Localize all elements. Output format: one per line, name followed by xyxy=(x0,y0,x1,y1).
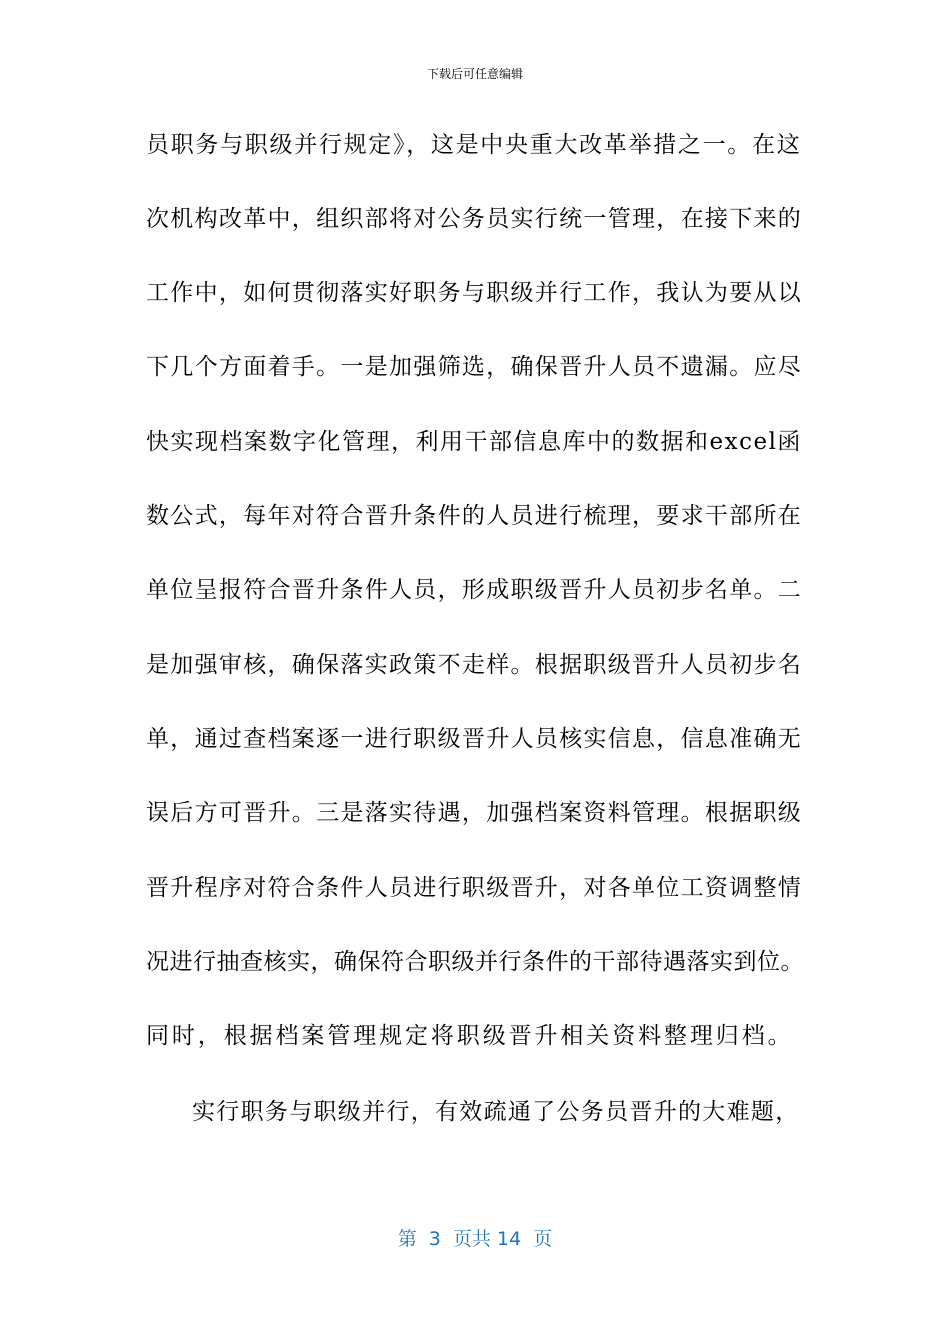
text-line: 员职务与职级并行规定》，这是中央重大改革举措之一。在这 xyxy=(146,132,802,158)
text-line: 误后方可晋升。三是落实待遇，加强档案资料管理。根据职级 xyxy=(146,800,803,826)
page-number xyxy=(0,1227,950,1251)
text-line: 次机构改革中，组织部将对公务员实行统一管理，在接下来的 xyxy=(146,206,803,232)
page-number-text: 第 3 页共 14 页 xyxy=(397,1228,553,1250)
text-line: 同时，根据档案管理规定将职级晋升相关资料整理归档。 xyxy=(146,1023,794,1049)
text-line: 况进行抽查核实，确保符合职级并行条件的干部待遇落实到位。 xyxy=(146,949,804,975)
text-line: 工作中，如何贯彻落实好职务与职级并行工作，我认为要从以 xyxy=(146,280,803,306)
text-line: 单位呈报符合晋升条件人员，形成职级晋升人员初步名单。二 xyxy=(146,577,803,603)
text-line: 快实现档案数字化管理，利用干部信息库中的数据和excel函 xyxy=(146,429,802,455)
text-line: 单，通过查档案逐一进行职级晋升人员核实信息，信息准确无 xyxy=(146,726,803,752)
paragraph-first-line: 实行职务与职级并行，有效疏通了公务员晋升的大难题， xyxy=(192,1099,800,1125)
text-line: 下几个方面着手。一是加强筛选，确保晋升人员不遗漏。应尽 xyxy=(146,354,803,380)
text-line: 数公式，每年对符合晋升条件的人员进行梳理，要求干部所在 xyxy=(146,503,803,529)
page-header: 下载后可任意编辑 xyxy=(426,67,523,81)
text-line: 是加强审核，确保落实政策不走样。根据职级晋升人员初步名 xyxy=(146,652,803,678)
text-line: 晋升程序对符合条件人员进行职级晋升，对各单位工资调整情 xyxy=(146,875,803,901)
